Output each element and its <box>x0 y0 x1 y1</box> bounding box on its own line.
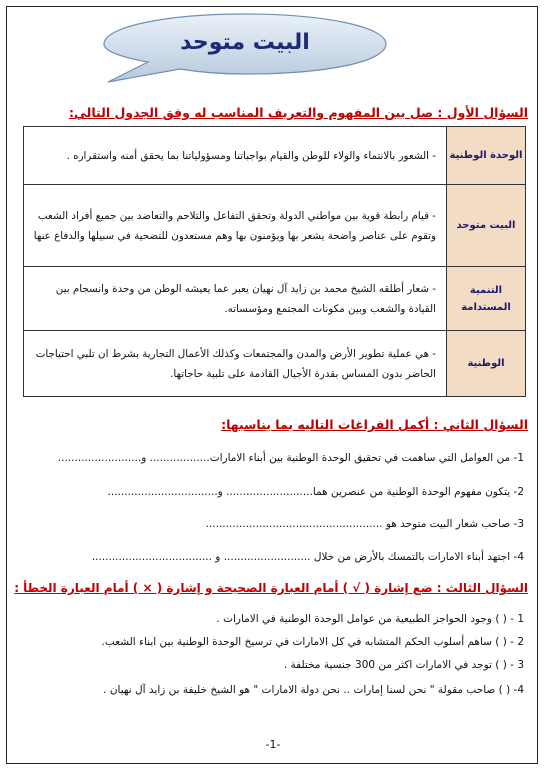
fill-blank-line: 3- صاحب شعار البيت متوحد هو ..................................................... <box>205 518 524 530</box>
fill-blank-line: 1- من العوامل التي ساهمت في تحقيق الوحدة الوطنية بين أبناء الامارات.................. و......................... <box>57 452 524 464</box>
page-title: البيت متوحد <box>180 30 310 55</box>
question3-heading: السؤال الثالث : ضع إشارة ( √ ) أمام العبارة الصحيحة و إشارة ( × ) أمام العبارة الخطأ : <box>14 581 528 595</box>
question2-heading: السؤال الثاني : أكمل الفراغات التاليه بما يناسبها: <box>221 417 528 432</box>
concept-cell: الوطنية <box>447 331 526 397</box>
fill-blank-line: 4- اجتهد أبناء الامارات بالتمسك بالأرض من خلال .......................... و .................................... <box>91 551 524 563</box>
definition-cell: - الشعور بالانتماء والولاء للوطن والقيام بواجباتنا ومسؤولياتنا بما يحقق أمنه واستقراره . <box>24 127 447 185</box>
concept-cell: التنمية المستدامة <box>447 267 526 331</box>
true-false-line: 2 - ( ) ساهم أسلوب الحكم المتشابه في كل الامارات في ترسيخ الوحدة الوطنية بين ابناء الشعب. <box>101 636 524 648</box>
definition-cell: - قيام رابطة قوية بين مواطني الدولة وتحقق التفاعل والتلاحم والتعاضد بين جميع أفراد الشعب وتقوم على عناصر واضحة يشعر بها ويؤمنون بها وهم مستعدون للتضحية في سبيلها والدفاع عنها <box>24 185 447 267</box>
true-false-line: 4- ( ) صاحب مقولة " نحن لسنا إمارات .. نحن دولة الامارات " هو الشيخ خليفة بن زايد آل نهيان . <box>103 684 524 696</box>
table-row <box>24 127 526 185</box>
definition-cell: - هي عملية تطوير الأرض والمدن والمجتمعات وكذلك الأعمال التجارية بشرط ان تلبي احتياجات الحاضر بدون المساس بقدرة الأجيال القادمة على تلبية حاجاتها. <box>24 331 447 397</box>
true-false-line: 3 - ( ) توجد في الامارات اكثر من 300 جنسية مختلفة . <box>283 659 524 671</box>
fill-blank-line: 2- يتكون مفهوم الوحدة الوطنية من عنصرين هما.......................... و................................. <box>107 486 524 498</box>
table-row <box>24 331 526 397</box>
matching-table <box>23 126 526 397</box>
table-row <box>24 185 526 267</box>
concept-cell: الوحدة الوطنية <box>447 127 526 185</box>
definition-cell: - شعار أطلقه الشيخ محمد بن زايد آل نهيان يعبر عما يعيشه الوطن من وحدة وانسجام بين القيادة والشعب وبين مكونات المجتمع ومؤسساته. <box>24 267 447 331</box>
page-number: -1- <box>265 738 281 751</box>
question1-heading: السؤال الأول : صل بين المفهوم والتعريف المناسب له وفق الجدول التالي: <box>68 105 528 120</box>
true-false-line: 1 - ( ) وجود الحواجز الطبيعية من عوامل الوحدة الوطنية في الامارات . <box>216 613 524 625</box>
concept-cell: البيت متوحد <box>447 185 526 267</box>
table-row <box>24 267 526 331</box>
